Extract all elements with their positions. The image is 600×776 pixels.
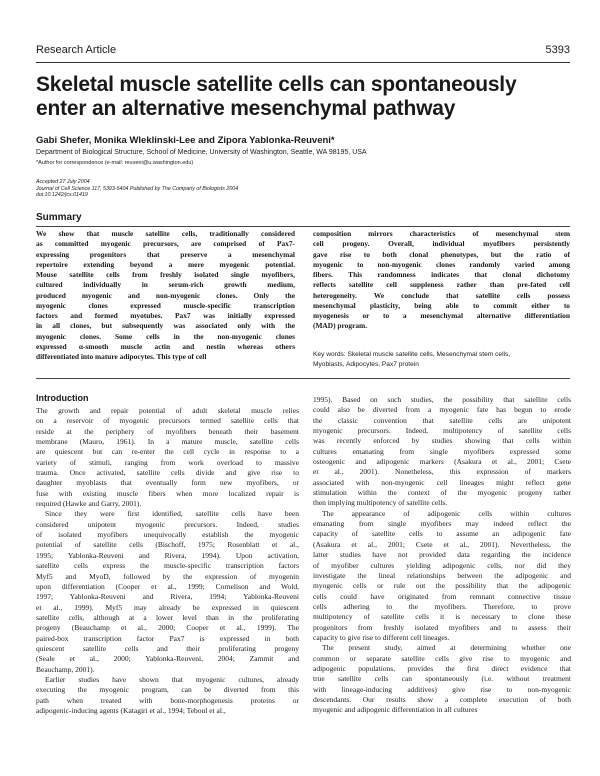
text-line: Mouse satellite cells from freshly isolated single myofibers, <box>36 270 295 279</box>
text-line: fuse with existing muscle fibers when more localized repair is <box>36 488 299 498</box>
text-line: the classic convention that satellite cells are unipotent <box>313 415 571 425</box>
text-line: myogenesis or to a mesenchymal alternative differentiation <box>313 311 570 320</box>
text-line: myogenic clones. Some cells in the non-myogenic clones <box>36 331 295 341</box>
text-line: mesenchymal plasticity, being able to commit either to <box>313 300 570 310</box>
text-line: progenitors from freshly isolated myofibers and to assess their <box>313 622 571 632</box>
text-line: expressing progenitors that preserve a mesenchymal <box>36 249 295 259</box>
affiliation: Department of Biological Structure, School of Medicine, University of Washington, Seattle, WA 98195, USA <box>36 149 367 156</box>
title-line: enter an alternative mesenchymal pathway <box>36 97 456 120</box>
text-line: cultured individually in serum-rich growth medium, <box>36 280 295 290</box>
text-line: heterogeneity. We conclude that satellite cells possess <box>313 290 570 300</box>
text-line: could also be diverted from a myogenic fate has begun to erode <box>313 405 571 415</box>
text-line: repertoire extending beyond a mere myogenic potential. <box>36 259 295 269</box>
text-line: et al., 2001). Nonetheless, this expression of markers <box>313 467 571 477</box>
text-line: cultures emanating from single myofibers expressed some <box>313 446 571 456</box>
text-line: (Seale et al., 2000; Yablonka-Reuveni, 2004; Zammit and <box>36 654 299 664</box>
text-line: The appearance of adipogenic cells within cultures <box>322 508 571 518</box>
header-divider <box>36 62 570 63</box>
text-line: Myf5 and MyoD, followed by the expression of myogenin <box>36 571 299 581</box>
text-line: Since they were first identified, satellite cells have been <box>45 509 299 519</box>
text-line: reside at the periphery of myofibers beneath their basement <box>36 426 299 436</box>
text-line: emanating from single myofibers may indeed reflect the <box>313 519 571 529</box>
summary-left-column <box>36 229 295 362</box>
text-line: was recently enforced by studies showing that cells within <box>313 436 571 446</box>
text-line: daughter myoblasts that eventually form new myofibers, or <box>36 478 299 488</box>
text-line: et al., 1999). Myf5 may already be expressed in quiescent <box>36 602 299 612</box>
text-line: executing the myogenic program, can be diverted from this <box>36 685 299 695</box>
text-line: upon differentiation (Cooper et al., 1999; Cornelison and Wold, <box>36 581 299 591</box>
text-line: multipotency of satellite cells it is necessary to clone these <box>313 612 571 622</box>
text-line: reflects satellite cell suppleness rather than pre-fated cell <box>313 280 570 290</box>
text-line: myogenic clones expressed muscle-specific transcription <box>36 300 295 310</box>
text-line: The growth and repair potential of adult skeletal muscle relies <box>36 406 299 415</box>
text-line: 1997; Yablonka-Reuveni and Rivera, 1994; Yablonka-Reuveni <box>36 592 299 602</box>
text-line: myogenic to non-myogenic clones randomly varied among <box>313 259 570 269</box>
text-line: adipogenic populations, provides the first direct evidence that <box>313 663 571 673</box>
text-line: expressed α-smooth muscle actin and nestin whereas others <box>36 341 295 351</box>
text-line: myogenic precursors. Indeed, multipotency of satellite cells <box>313 426 571 436</box>
text-line: cell progeny. Overall, individual myofibers persistently <box>313 239 570 249</box>
journal-citation: Journal of Cell Science 117, 5393-5404 Published by The Company of Biologists 2004 <box>36 185 239 192</box>
text-line: differentiated into mature adipocytes. This type of cell <box>36 352 207 361</box>
text-line: myogenic cells or rule out the possibility that the adipogenic <box>313 581 571 591</box>
text-line: satellite cells, although at a lower level than in the proliferating <box>36 612 299 622</box>
text-line: path when treated with bone-morphogenesis proteins or <box>36 695 299 705</box>
text-line: adipogenic-inducing agents (Katagiri et al., 1994; Teboul et al., <box>36 705 226 715</box>
summary-heading: Summary <box>36 212 82 223</box>
summary-right-column <box>313 229 570 332</box>
page-number: 5393 <box>545 44 570 56</box>
text-line: then implying multipotency of satellite cells. <box>313 498 448 508</box>
text-line: of myofiber cultures yielding adipogenic cells, nor did they <box>313 560 571 570</box>
article-title <box>36 73 556 121</box>
text-line: cells adhering to the myofibers. Therefore, to prove <box>313 601 571 611</box>
introduction-heading: Introduction <box>36 393 89 403</box>
section-label: Research Article <box>36 44 117 56</box>
publication-meta <box>36 179 238 199</box>
text-line: satellite cells express the muscle-specific transcription factors <box>36 561 299 571</box>
text-line: latter studies have not provided data regarding the incidence <box>313 550 571 560</box>
text-line: investigate the lineal relationships between the adipogenic and <box>313 570 571 580</box>
text-line: variety of stimuli, ranging from work overload to massive <box>36 457 299 467</box>
text-line: with lineage-inducing additives) give rise to non-myogenic <box>313 684 571 694</box>
text-line: as committed myogenic precursors, are comprised of Pax7- <box>36 239 295 249</box>
doi: doi:10.1242/jcs.01419 <box>36 192 88 199</box>
text-line: trauma. Once activated, satellite cells divide and give rise to <box>36 468 299 478</box>
text-line: descendants. Our results show a complete execution of both <box>313 694 571 704</box>
introduction-left-column <box>36 406 299 716</box>
text-line: produced myogenic and non-myogenic clones. Only the <box>36 290 295 300</box>
text-line: stimulation within the context of the myogenic progeny rather <box>313 488 571 498</box>
text-line: paired-box transcription factor Pax7 is expressed in both <box>36 633 299 643</box>
text-line: cells could have originated from remnant connective tissue <box>313 591 571 601</box>
text-line: common or separate satellite cells give rise to myogenic and <box>313 653 571 663</box>
text-line: gave rise to both clonal phenotypes, but the ratio of <box>313 249 570 259</box>
text-line: factors and formed myotubes. Pax7 was initially expressed <box>36 311 295 320</box>
text-line: quiescent satellite cells and their proliferating progeny <box>36 643 299 653</box>
text-line: considered unipotent myogenic precursors. Indeed, studies <box>36 519 299 529</box>
author-list: Gabi Shefer, Monika Wleklinski-Lee and Zipora Yablonka-Reuveni* <box>36 135 335 146</box>
text-line: in all clones, but subsequently was associated only with the <box>36 321 295 331</box>
summary-divider <box>36 226 570 227</box>
text-line: on a reservoir of myogenic precursors termed satellite cells that <box>36 416 299 426</box>
text-line: capacity of satellite cells to assume an adipogenic fate <box>313 529 571 539</box>
text-line: capacity to give rise to different cell lineages. <box>313 632 450 642</box>
text-line: We show that muscle satellite cells, traditionally considered <box>36 229 295 238</box>
text-line: Key words: Skeletal muscle satellite cells, Mesenchymal stem cells, <box>313 351 511 358</box>
text-line: myogenic and adipogenic differentiation in all cultures <box>313 705 478 715</box>
text-line: osteogenic and adipogenic markers (Asakura et al., 2001; Csete <box>313 457 571 467</box>
text-line: true satellite cells can spontaneously (i.e. without treatment <box>313 674 571 684</box>
text-line: (Asakura et al., 2001; Csete et al., 2001). Nevertheless, the <box>313 539 571 549</box>
correspondence-note: *Author for correspondence (e-mail: reuveni@u.washington.edu) <box>36 160 194 166</box>
text-line: composition mirrors characteristics of mesenchymal stem <box>313 229 570 238</box>
text-line: Myoblasts, Adipocytes, Pax7 protein <box>313 360 419 368</box>
accepted-date: Accepted 27 July 2004 <box>36 179 90 185</box>
section-divider <box>36 378 570 379</box>
text-line: of isolated myofibers unequivocally establish the myogenic <box>36 530 299 540</box>
text-line: fibers. This randomness indicates that clonal dichotomy <box>313 270 570 279</box>
keywords <box>313 350 570 369</box>
text-line: The present study, aimed at determining whether one <box>322 643 571 653</box>
introduction-right-column <box>313 395 571 716</box>
text-line: progeny (Beauchamp et al., 2000; Cooper et al., 1999). The <box>36 623 299 633</box>
text-line: (MAD) program. <box>313 321 368 331</box>
text-line: potential of satellite cells (Bischoff, 1975; Rosenblatt et al., <box>36 540 299 550</box>
title-line: Skeletal muscle satellite cells can spontaneously <box>36 73 517 96</box>
text-line: membrane (Mauro, 1961). In a mature muscle, satellite cells <box>36 437 299 447</box>
text-line: 1995; Yablonka-Reuveni and Rivera, 1994). Upon activation, <box>36 550 299 560</box>
text-line: Beauchamp, 2001). <box>36 664 95 674</box>
text-line: Earlier studies have shown that myogenic cultures, already <box>45 674 299 684</box>
text-line: are quiescent but can re-enter the cell cycle in response to a <box>36 447 299 457</box>
text-line: required (Hawke and Garry, 2001). <box>36 499 142 509</box>
text-line: associated with non-myogenic cell lineages might reflect gene <box>313 477 571 487</box>
text-line: 1995). Based on such studies, the possibility that satellite cells <box>313 395 571 404</box>
